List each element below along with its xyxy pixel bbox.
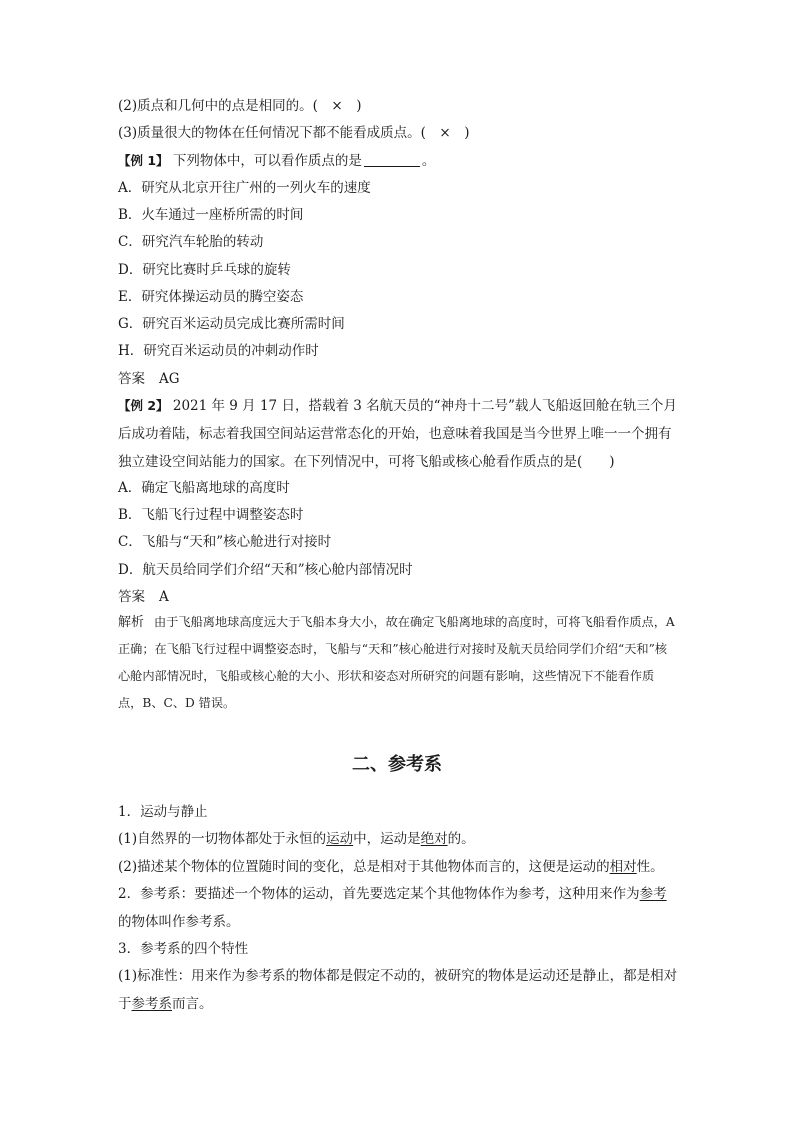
option-b: B．火车通过一座桥所需的时间: [118, 207, 304, 223]
item-1-1-text-b: 中，运动是: [353, 831, 421, 847]
item-3-1-text-a: (1)标准性：用来作为参考系的物体都是假定不动的，被研究的物体是运动还是静止，都是相对于: [118, 968, 678, 1012]
example-2-option-b: B．飞船飞行过程中调整姿态时: [118, 507, 304, 523]
underlined-term-relative: 相对: [609, 859, 637, 875]
explanation-label: 解析: [118, 615, 145, 630]
underlined-term-reference: 参考: [639, 886, 667, 902]
item-2-text-a: 2．参考系：要描述一个物体的运动，首先要选定某个其他物体作为参考，这种用来作为: [118, 886, 640, 902]
answer-value-2: A: [159, 589, 169, 605]
answer-label-2: 答案: [118, 589, 145, 605]
statement-3: (3)质量很大的物体在任何情况下都不能看成质点。( × ): [118, 125, 470, 141]
explanation: [118, 609, 678, 717]
example-1-tag: 【例 1】: [118, 153, 169, 168]
item-1-heading: 1．运动与静止: [118, 804, 208, 820]
item-2: [118, 880, 678, 936]
item-2-text-b: 的物体叫作参考系。: [118, 914, 240, 930]
statement-2: (2)质点和几何中的点是相同的。( × ): [118, 98, 362, 114]
example-2-tag: 【例 2】: [118, 398, 169, 413]
option-g: G．研究百米运动员完成比赛所需时间: [118, 316, 345, 332]
example-2-question: [118, 392, 678, 476]
item-3-1: [118, 962, 678, 1018]
item-1-2-text-b: 性。: [636, 859, 664, 875]
answer-value: AG: [159, 371, 180, 387]
item-1-2-text-a: (2)描述某个物体的位置随时间的变化，总是相对于其他物体而言的，这便是运动的: [118, 859, 610, 875]
answer-label: 答案: [118, 371, 145, 387]
explanation-text: 由于飞船离地球高度远大于飞船本身大小，故在确定飞船离地球的高度时，可将飞船看作质点，A 正确；在飞船飞行过程中调整姿态时，飞船与“天和”核心舱进行对接时及航天员给同学们介绍“天和”核心舱内部情况时，飞船或核心舱的大小、形状和姿态对所研究的问题有影响，这些情况下不能看作质点，B、C、D 错误。: [118, 615, 675, 710]
underlined-term-absolute: 绝对: [420, 831, 448, 847]
example-1-end: 。: [421, 153, 436, 169]
example-2-answer: [118, 587, 169, 607]
underlined-term-motion: 运动: [326, 831, 354, 847]
example-1-answer: [118, 369, 180, 389]
item-1-1-text-c: 的。: [447, 831, 475, 847]
item-3-1-text-b: 而言。: [172, 996, 213, 1012]
item-3-heading: 3．参考系的四个特性: [118, 941, 249, 957]
example-2-option-c: C．飞船与“天和”核心舱进行对接时: [118, 534, 332, 550]
option-e: E．研究体操运动员的腾空姿态: [118, 289, 304, 305]
answer-blank: [364, 152, 420, 167]
example-2-option-d: D．航天员给同学们介绍“天和”核心舱内部情况时: [118, 562, 413, 578]
example-1-text: 下列物体中，可以看作质点的是: [172, 153, 362, 169]
option-a: A．研究从北京开往广州的一列火车的速度: [118, 180, 371, 196]
item-1-1-text-a: (1)自然界的一切物体都处于永恒的: [118, 831, 327, 847]
item-1-2: [118, 857, 664, 877]
underlined-term-reference-frame: 参考系: [131, 996, 172, 1012]
option-c: C．研究汽车轮胎的转动: [118, 234, 264, 250]
option-h: H．研究百米运动员的冲刺动作时: [118, 343, 319, 359]
section-title: 二、参考系: [352, 754, 442, 775]
item-1-1: [118, 829, 475, 849]
option-d: D．研究比赛时乒乓球的旋转: [118, 262, 291, 278]
example-2-option-a: A．确定飞船离地球的高度时: [118, 480, 290, 496]
example-2-text: 2021 年 9 月 17 日，搭载着 3 名航天员的“神舟十二号”载人飞船返回舱在轨三个月后成功着陆，标志着我国空间站运营常态化的开始，也意味着我国是当今世界上唯一一个拥有独立建设空间站能力的国家。在下列情况中，可将飞船或核心舱看作质点的是( ): [118, 398, 677, 470]
example-1-question: [118, 151, 435, 171]
